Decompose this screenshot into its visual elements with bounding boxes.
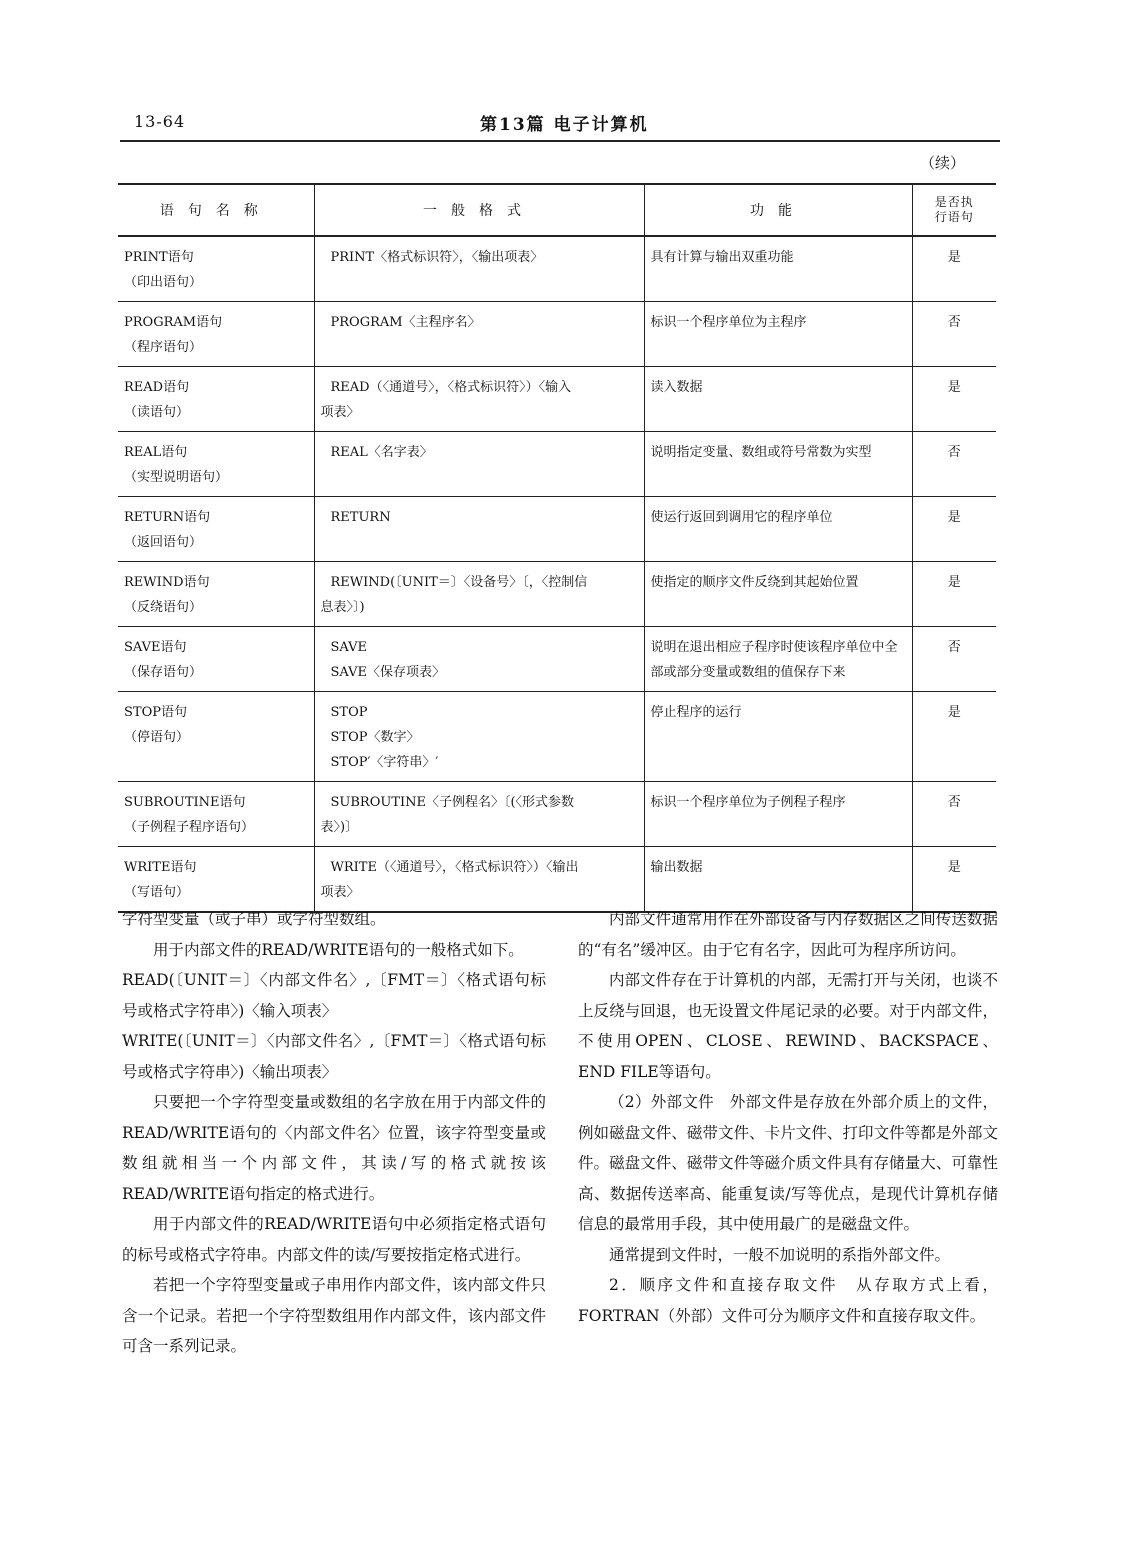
statement-name-cell: [118, 497, 314, 562]
header-function: 功能: [644, 184, 912, 236]
table-row: [118, 432, 996, 497]
format-line: READ（〈通道号〉，〈格式标识符〉）〈输入: [330, 380, 572, 395]
page-number: 13-64: [134, 112, 186, 131]
paragraph: 通常提到文件时，一般不加说明的系指外部文件。: [609, 1245, 951, 1264]
statement-name-cell: [118, 302, 314, 367]
statement-name: REWIND语句: [124, 575, 210, 590]
function-cell: 输出数据: [644, 847, 912, 913]
statement-alias: （印出语句）: [124, 275, 203, 290]
format-line: 项表〉: [320, 405, 360, 420]
paragraph: 只要把一个字符型变量或数组的名字放在用于内部文件的READ/WRITE语句的〈内部文件名〉位置，该字符型变量或数组就相当一个内部文件，其读/写的格式就按该READ/WRITE语句指定的格式进行。: [122, 1093, 546, 1203]
statement-name-cell: [118, 236, 314, 302]
table-row: [118, 236, 996, 302]
statement-alias: （实型说明语句）: [124, 470, 229, 485]
general-format-cell: [314, 562, 644, 627]
header-general-format: 一般格式: [314, 184, 644, 236]
function-cell: 说明在退出相应子程序时使该程序单位中全部或部分变量或数组的值保存下来: [644, 627, 912, 692]
statement-name-cell: [118, 692, 314, 782]
header-executable: 是否执 行语句: [912, 184, 996, 236]
executable-cell: 是: [912, 236, 996, 302]
table-header: [118, 184, 996, 236]
function-cell: 使指定的顺序文件反绕到其起始位置: [644, 562, 912, 627]
general-format-cell: [314, 236, 644, 302]
statement-alias: （子例程子程序语句）: [124, 820, 255, 835]
executable-cell: 是: [912, 497, 996, 562]
paragraph: 内部文件通常用作在外部设备与内存数据区之间传送数据的“有名”缓冲区。由于它有名字，因此可为程序所访问。: [578, 910, 998, 959]
statement-name: SAVE语句: [124, 640, 187, 655]
function-cell: 具有计算与输出双重功能: [644, 236, 912, 302]
function-cell: 标识一个程序单位为主程序: [644, 302, 912, 367]
paragraph: 2．顺序文件和直接存取文件 从存取方式上看，FORTRAN（外部）文件可分为顺序文件和直接存取文件。: [578, 1276, 998, 1325]
format-line: PROGRAM〈主程序名〉: [330, 315, 481, 330]
statement-name-cell: [118, 847, 314, 913]
paragraph: 用于内部文件的READ/WRITE语句的一般格式如下。: [153, 940, 524, 959]
format-line: REWIND(〔UNIT＝〕〈设备号〉〔，〈控制信: [330, 575, 588, 590]
table-row: [118, 782, 996, 847]
executable-cell: 是: [912, 562, 996, 627]
function-cell: 使运行返回到调用它的程序单位: [644, 497, 912, 562]
page-header: [120, 110, 1000, 142]
table-row: [118, 302, 996, 367]
format-line: RETURN: [330, 510, 391, 525]
executable-cell: 是: [912, 847, 996, 913]
executable-cell: 是: [912, 367, 996, 432]
table-body: [118, 236, 996, 912]
statement-alias: （程序语句）: [124, 340, 203, 355]
general-format-cell: [314, 497, 644, 562]
continued-label: （续）: [920, 154, 966, 172]
format-line: STOP: [330, 705, 368, 720]
format-line: SUBROUTINE〈子例程名〉〔(〈形式参数: [330, 795, 575, 810]
function-cell: 读入数据: [644, 367, 912, 432]
function-cell: 说明指定变量、数组或符号常数为实型: [644, 432, 912, 497]
statement-alias: （停语句）: [124, 730, 190, 745]
statement-alias: （反绕语句）: [124, 600, 203, 615]
left-text-column: [122, 904, 546, 1362]
paragraph: WRITE(〔UNIT＝〕〈内部文件名〉,〔FMT＝〕〈格式语句标号或格式字符串〉)〈输出项表〉: [122, 1032, 546, 1081]
executable-cell: 是: [912, 692, 996, 782]
table-row: [118, 692, 996, 782]
statement-name-cell: [118, 782, 314, 847]
paragraph: 若把一个字符型变量或子串用作内部文件，该内部文件只含一个记录。若把一个字符型数组用作内部文件，该内部文件可含一系列记录。: [122, 1276, 546, 1355]
general-format-cell: [314, 367, 644, 432]
statement-table: [118, 183, 996, 913]
statement-name: READ语句: [124, 380, 190, 395]
statement-name-cell: [118, 627, 314, 692]
executable-cell: 否: [912, 432, 996, 497]
general-format-cell: [314, 782, 644, 847]
table-row: [118, 847, 996, 913]
right-text-column: [578, 904, 998, 1331]
statement-name: RETURN语句: [124, 510, 211, 525]
paragraph: 内部文件存在于计算机的内部，无需打开与关闭，也谈不上反绕与回退，也无设置文件尾记录的必要。对于内部文件，不使用OPEN、CLOSE、REWIND、BACKSPACE、END FILE等语句。: [578, 971, 998, 1081]
general-format-cell: [314, 627, 644, 692]
paragraph: 用于内部文件的READ/WRITE语句中必须指定格式语句的标号或格式字符串。内部文件的读/写要按指定格式进行。: [122, 1215, 546, 1264]
executable-cell: 否: [912, 627, 996, 692]
statement-name: REAL语句: [124, 445, 188, 460]
statement-name: WRITE语句: [124, 860, 197, 875]
statement-alias: （读语句）: [124, 405, 190, 420]
table-row: [118, 627, 996, 692]
statement-name: PRINT语句: [124, 250, 194, 265]
format-line: STOP′〈字符串〉′: [330, 755, 439, 770]
statement-alias: （写语句）: [124, 885, 190, 900]
executable-cell: 否: [912, 782, 996, 847]
paragraph: READ(〔UNIT＝〕〈内部文件名〉,〔FMT＝〕〈格式语句标号或格式字符串〉)〈输入项表〉: [122, 971, 546, 1020]
table-row: [118, 497, 996, 562]
format-line: STOP〈数字〉: [330, 730, 420, 745]
statement-name-cell: [118, 562, 314, 627]
table-row: [118, 367, 996, 432]
function-cell: 标识一个程序单位为子例程子程序: [644, 782, 912, 847]
format-line: WRITE（〈通道号〉，〈格式标识符〉）〈输出: [330, 860, 579, 875]
statement-name: SUBROUTINE语句: [124, 795, 246, 810]
statement-name-cell: [118, 367, 314, 432]
format-line: SAVE: [330, 640, 368, 655]
general-format-cell: [314, 692, 644, 782]
format-line: REAL〈名字表〉: [330, 445, 433, 460]
header-statement-name: 语句名称: [159, 203, 272, 219]
format-line: PRINT〈格式标识符〉，〈输出项表〉: [330, 250, 544, 265]
statement-name-cell: [118, 432, 314, 497]
executable-cell: 否: [912, 302, 996, 367]
statement-name: STOP语句: [124, 705, 187, 720]
format-line: SAVE〈保存项表〉: [330, 665, 446, 680]
general-format-cell: [314, 302, 644, 367]
paragraph: （2）外部文件 外部文件是存放在外部介质上的文件，例如磁盘文件、磁带文件、卡片文件、打印文件等都是外部文件。磁盘文件、磁带文件等磁介质文件具有存储量大、可靠性高、数据传送率高、能重复读/写等优点，是现代计算机存储信息的最常用手段，其中使用最广的是磁盘文件。: [578, 1093, 998, 1233]
paragraph: 字符型变量（或子串）或字符型数组。: [122, 910, 386, 928]
statement-name: PROGRAM语句: [124, 315, 223, 330]
table-row: [118, 562, 996, 627]
format-line: 项表〉: [320, 885, 360, 900]
general-format-cell: [314, 847, 644, 913]
running-title: 第13篇 电子计算机: [480, 115, 649, 135]
format-line: 息表〉〕): [320, 600, 365, 615]
statement-alias: （保存语句）: [124, 665, 203, 680]
function-cell: 停止程序的运行: [644, 692, 912, 782]
general-format-cell: [314, 432, 644, 497]
statement-alias: （返回语句）: [124, 535, 203, 550]
format-line: 表〉)〕: [320, 820, 359, 835]
